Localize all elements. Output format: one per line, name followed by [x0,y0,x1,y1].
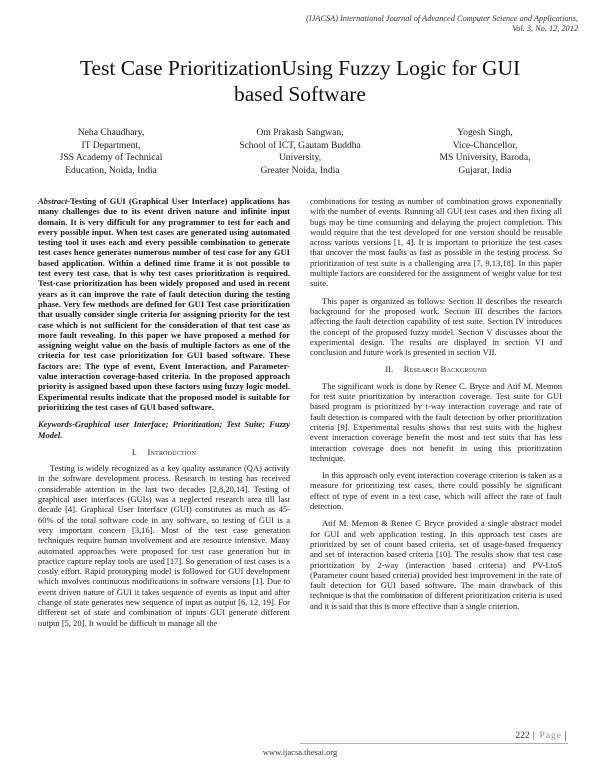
right-column [310,196,562,618]
title-line-2: based Software [234,82,366,106]
section-title: Research Background [403,364,487,375]
abstract-label: Abstract- [38,196,71,206]
author-affiliation: IT Department, [81,139,141,151]
author-name: Yogesh Singh, [457,127,513,138]
title-line-1: Test Case PrioritizationUsing Fuzzy Logic for GUI [79,56,521,80]
author-name: Neha Chaudhary, [77,127,145,138]
author-1 [36,127,186,177]
author-affiliation: Gujarat, India [458,164,512,176]
page-number-value: 222 [515,731,530,741]
author-name: Om Prakash Sangwan, [256,127,344,138]
section-heading-research-background [310,364,562,374]
paragraph: The significant work is done by Renee C. Bryce and Atif M. Memon for test suite prioritization by interaction coverage. Test suite for GUI based program is prioritized by t-way interaction coverage and rate of fault detection is compared with the fault detection by other prioritization criteria [9]. Experimental results shows that test suits with the highest event interaction coverage benefit the most and test suits that has less interaction coverage does not benefit in using this prioritization technique. [310,380,562,463]
author-3 [410,127,560,177]
footer-rule [300,743,568,744]
paragraph: Testing is widely recognized as a key quality assurance (QA) activity in the software development process. Research in testing has received considerable attention in the last two decades [2,8,20,14]. Testing of graphical user interfaces (GUIs) was a neglected research area till last decade [4]. Graphical User Interface (GUI) constitutes as much as 45-60% of the total software code in any software, so testing of GUI is a very important concern [3,16]. Most of the test case generation techniques require human involvement and are resource intensive. Many automated approaches were proposed for test case generation but in practice capture replay tools are used [17]. So generation of test cases is a costly effort. Rapid prototyping model is followed for GUI development which involves continuous modifications in software versions [1]. Due to event driven nature of GUI it takes sequence of events as input and after change of state generates new sequence of input as output [6, 12, 19]. For different set of state and combination of inputs GUI generate different output [5, 20]. It would be difficult to manage all the [38,463,290,628]
abstract [38,196,290,412]
section-number: I. [131,446,137,457]
page-label: Page [539,731,562,741]
section-number: II. [385,364,394,375]
keywords-label: Keywords- [38,419,75,430]
paragraph: combinations for testing as number of combination grows exponentially with the number of events. Running all GUI test cases and then fixing all bugs may be time consuming and delaying the project completion. This would require that the test developed for one version should be reusable across various versions [1, 4]. It is important to prioritize the test cases that uncover the most faults as fast as possible in the testing process. So prioritization of test suite is a challenging area [7, 9,13,18]. In this paper multiple factors are considered for the assignment of weight value for test suite. [310,196,562,289]
paragraph: This paper is organized as follows: Section II describes the research background for the proposed work. Section III describes the factors affecting the fault detection capability of test suite. Section IV introduces the concept of the proposed fuzzy model. Section V discusses about the experimental design. The results are displayed in section VI and conclusion and future work is presented in section VII. [310,295,562,358]
author-affiliation: JSS Academy of Technical [59,152,163,164]
author-affiliation: MS University, Baroda, [439,152,531,164]
author-affiliation: Education, Noida, India [65,164,157,176]
journal-volume: Vol. 3, No. 12, 2012 [512,24,578,33]
keywords-text: Graphical user Interface; Prioritization; Test Suite; Fuzzy Model. [38,419,290,440]
author-affiliation: Greater Noida, India [260,164,340,176]
page-number: 222 | Page [515,731,566,741]
abstract-text: Testing of GUI (Graphical User Interface) applications has many challenges due to its event driven nature and infinite input domain. It is very difficult for any programmer to test for each and every possible input. When test cases are generated using automated testing tool it uses each and every possible combination to generate test cases hence generates numerous number of test case for any GUI based application. Within a defined time frame it is not possible to test every test case, that is why test cases prioritization is required. Test-case prioritization has been widely proposed and used in recent years as it can improve the rate of fault detection during the testing phase. Very few methods are defined for GUI Test case prioritization that usually consider single criteria for assigning priority for the test case which is not sufficient for the consideration of that test case as more fault revealing. In this paper we have proposed a method for assigning weight value on the basis of multiple factors as one of the criteria for test case prioritization for GUI based software. These factors are: The type of event, Event Interaction, and Parameter-value interaction coverage-based criteria. In the proposed approach priority is assigned based upon these factors using fuzzy logic model. Experimental results indicate that the proposed model is suitable for prioritizing the test cases of GUI based software. [38,196,290,412]
keywords [38,419,290,440]
paragraph: In this approach only event interaction coverage criterion is taken as a measure for prioritizing test cases, there could possibly be significant effect of type of event in a test case, which will affect the rate of fault detection. [310,470,562,512]
paper-title [40,55,560,107]
author-affiliation: School of ICT, Gautam Buddha [239,139,361,151]
section-title: Introduction [147,446,197,457]
author-affiliation: Vice-Chancellor, [452,139,518,151]
author-2 [215,127,385,177]
section-heading-introduction [38,447,290,457]
journal-name: (IJACSA) International Journal of Advanced Computer Science and Applications, [306,14,578,23]
journal-header [306,14,578,34]
footer-url: www.ijacsa.thesai.org [262,747,338,757]
left-column [38,196,290,635]
author-affiliation: University, [278,152,322,164]
paragraph: Atif M. Memon & Renee C Bryce provided a single abstract model for GUI and web application testing. In this approach test cases are prioritized by set of count based criteria, set of usage-based frequency and set of interaction based criteria [10]. The results show that test case prioritization by 2-way (interaction based criteria) and PV-LtoS (Parameter count based criteria) provided best improvement in the rate of fault detection for GUI based software. The main drawback of this technique is that the combination of different prioritization criteria is used and it is said that this is more effective than a single criterion. [310,518,562,611]
